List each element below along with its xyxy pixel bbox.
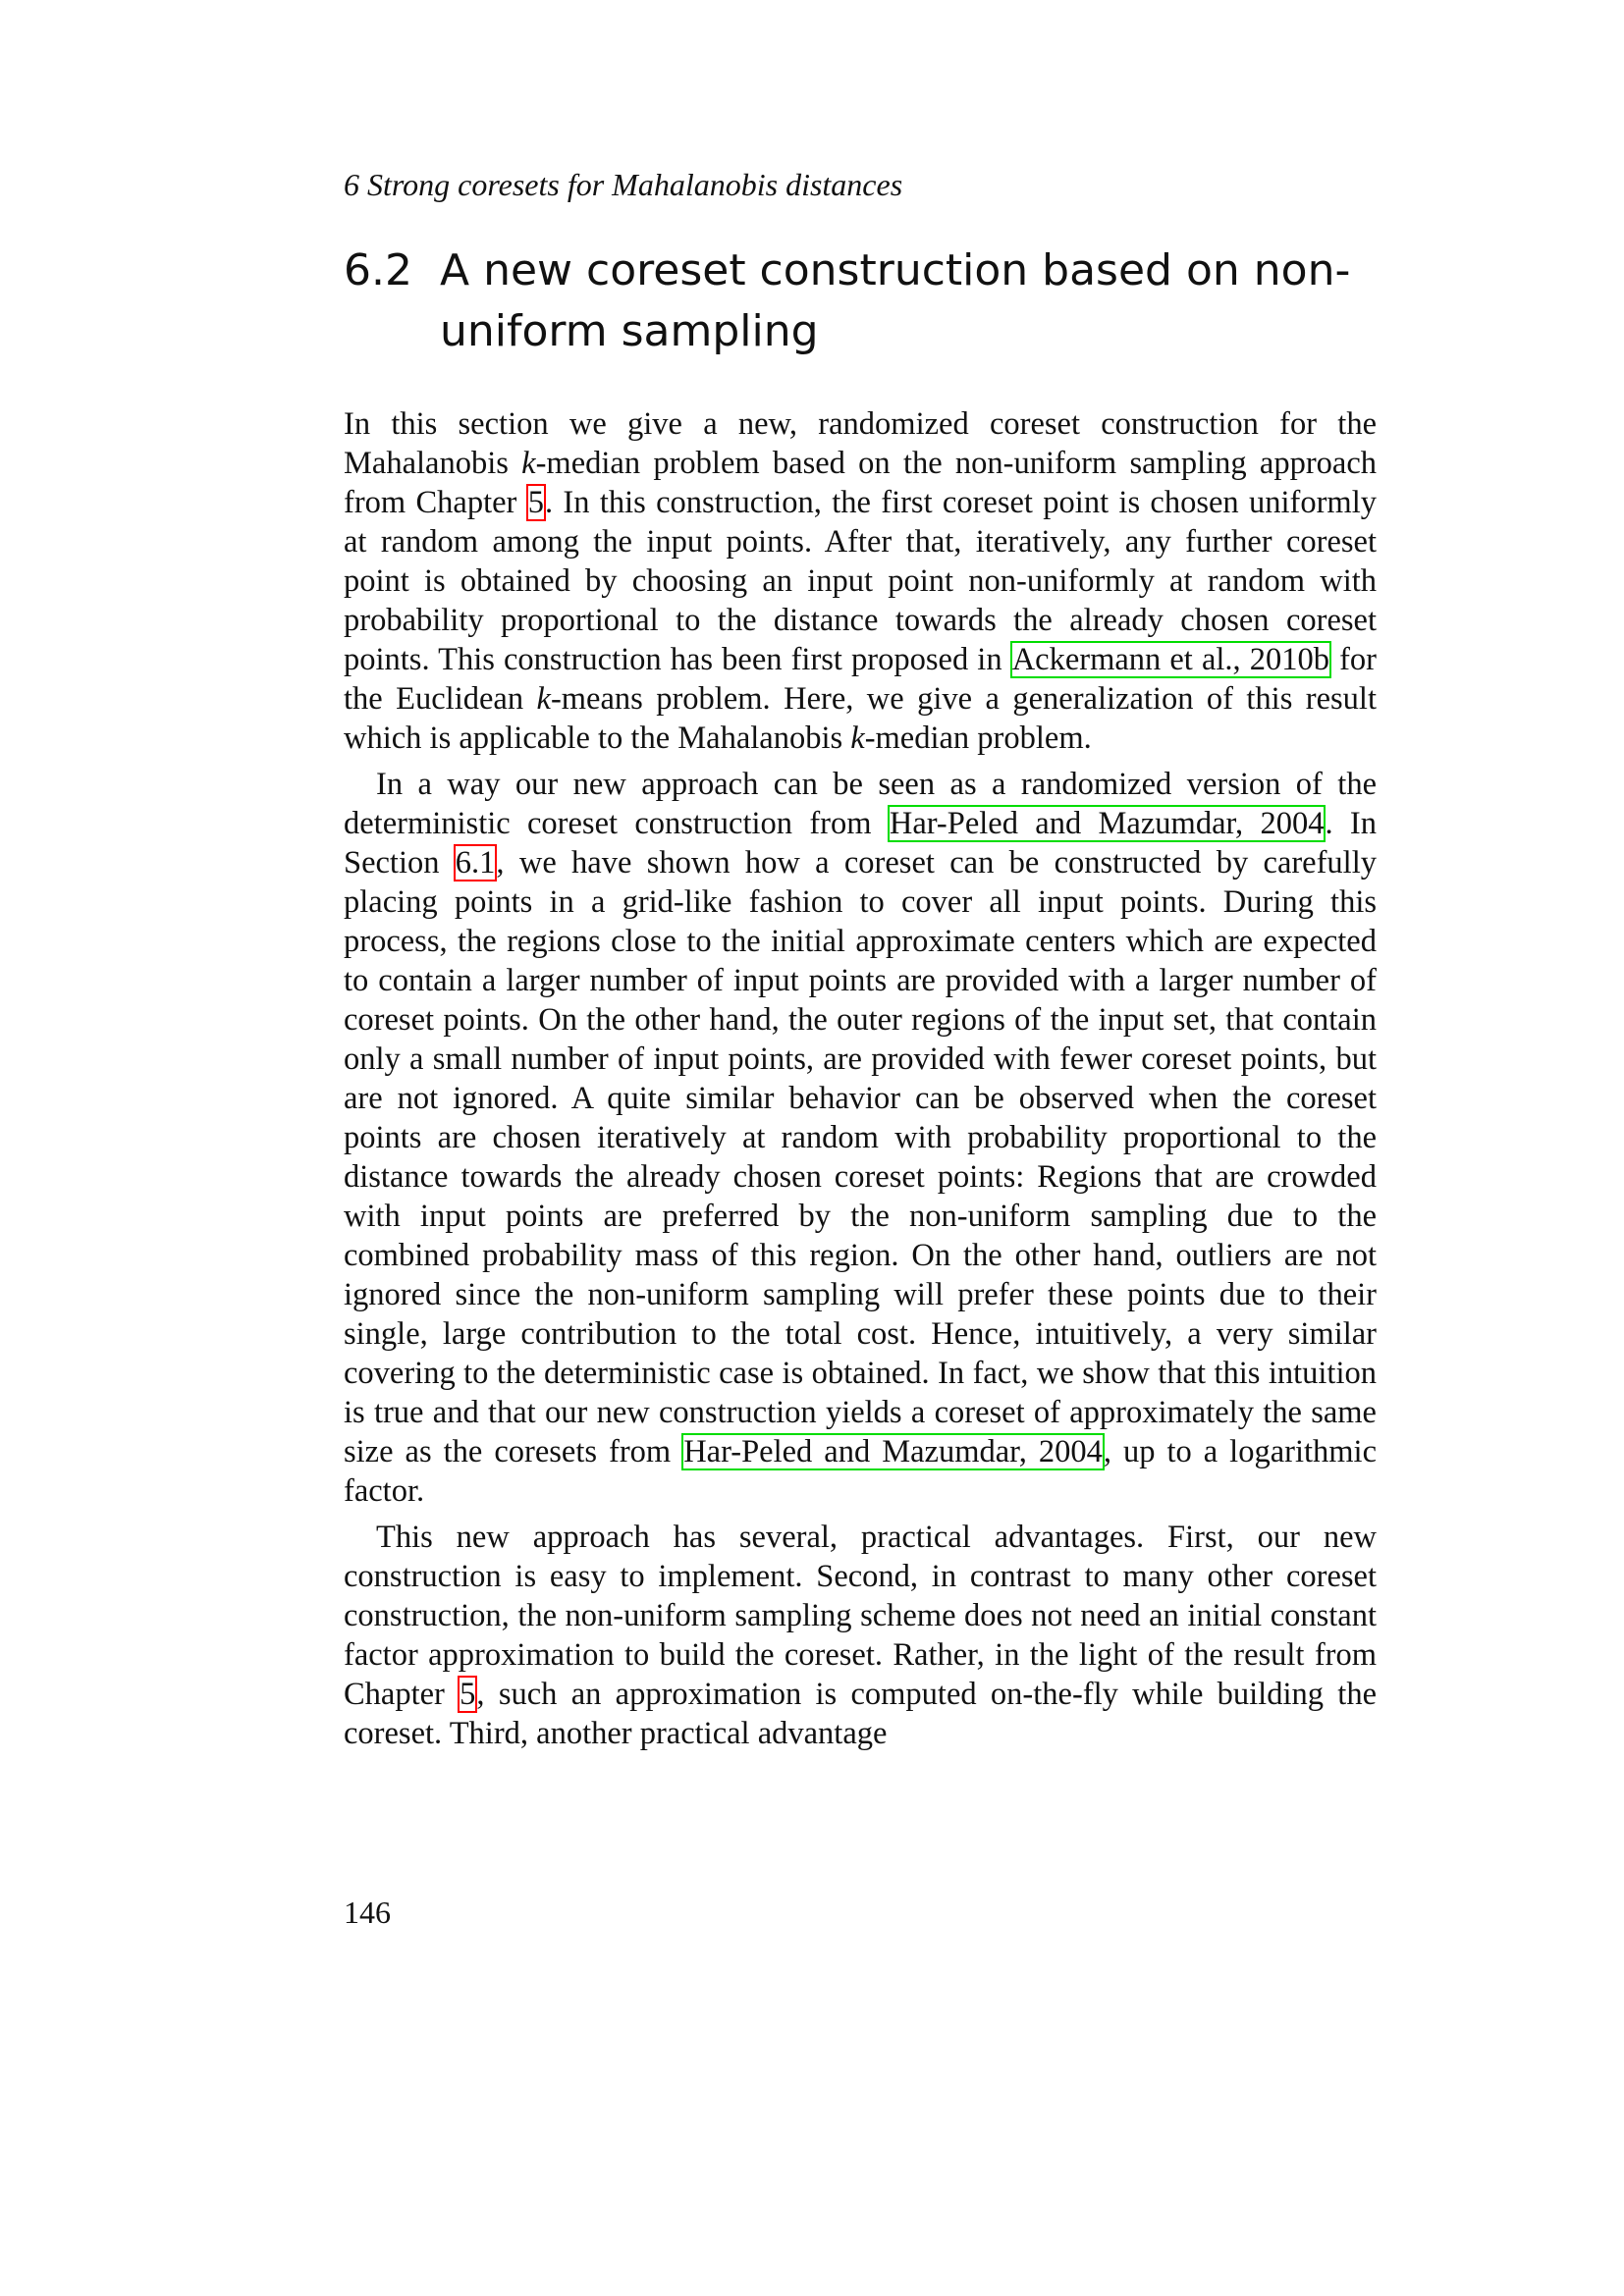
citation-har-peled-2004-link[interactable]: Har-Peled and Mazumdar, 2004 bbox=[889, 806, 1325, 841]
page-number: 146 bbox=[344, 1895, 391, 1930]
citation-ackermann-2010b-link[interactable]: Ackermann et al., 2010b bbox=[1011, 642, 1329, 677]
body-text bbox=[344, 404, 1377, 1760]
section-heading bbox=[344, 240, 1375, 362]
text-run: -means problem. Here, we give a generalization of this result which is applicable to the Mahalanobis bbox=[344, 681, 1377, 756]
text-run: This new approach has several, practical advantages. First, our new construction is easy to implement. Second, in contrast to many other coreset construction, the non-uniform sampling scheme does not need an initial constant factor approximation to build the coreset. Rather, in the light of the result from Chapter bbox=[344, 1520, 1377, 1712]
math-k: k bbox=[521, 446, 536, 481]
text-run: . In Section bbox=[344, 806, 1377, 881]
section-title: A new coreset construction based on non-uniform sampling bbox=[440, 245, 1351, 356]
math-k: k bbox=[536, 681, 551, 717]
text-run: -median problem. bbox=[864, 721, 1092, 756]
text-run: -median problem based on the non-uniform sampling approach from Chapter bbox=[344, 446, 1377, 520]
text-run: , up to a logarithmic factor. bbox=[344, 1434, 1377, 1509]
chapter-5-link[interactable]: 5 bbox=[460, 1677, 476, 1712]
text-run: for the Euclidean bbox=[344, 642, 1377, 717]
text-run: In this section we give a new, randomized coreset construction for the Mahalanobis bbox=[344, 406, 1377, 481]
text-run: , such an approximation is computed on-the-fly while building the coreset. Third, another practical advantage bbox=[344, 1677, 1377, 1751]
chapter-5-link[interactable]: 5 bbox=[527, 485, 544, 520]
text-run: In a way our new approach can be seen as a randomized version of the deterministic coreset construction from bbox=[344, 767, 1377, 841]
text-run: . In this construction, the first coreset point is chosen uniformly at random among the input points. After that, iteratively, any further coreset point is obtained by choosing an input point non-uniformly at random with probability proportional to the distance towards the already chosen coreset points. This construction has been first proposed in bbox=[344, 485, 1377, 677]
paragraph-1 bbox=[344, 404, 1377, 758]
paragraph-3 bbox=[344, 1518, 1377, 1753]
paragraph-2 bbox=[344, 765, 1377, 1511]
math-k: k bbox=[850, 721, 865, 756]
citation-har-peled-2004-link[interactable]: Har-Peled and Mazumdar, 2004 bbox=[683, 1434, 1103, 1469]
section-6-1-link[interactable]: 6.1 bbox=[455, 845, 496, 881]
running-head: 6 Strong coresets for Mahalanobis distances bbox=[344, 167, 903, 202]
section-number: 6.2 bbox=[344, 245, 412, 295]
text-run: , we have shown how a coreset can be constructed by carefully placing points in a grid-like fashion to cover all input points. During this process, the regions close to the initial approximate centers which are expected to contain a larger number of input points are provided with a larger number of coreset points. On the other hand, the outer regions of the input set, that contain only a small number of input points, are provided with fewer coreset points, but are not ignored. A quite similar behavior can be observed when the coreset points are chosen iteratively at random with probability proportional to the distance towards the already chosen coreset points: Regions that are crowded with input points are preferred by the non-uniform sampling due to the combined probability mass of this region. On the other hand, outliers are not ignored since the non-uniform sampling will prefer these points due to their single, large contribution to the total cost. Hence, intuitively, a very similar covering to the deterministic case is obtained. In fact, we show that this intuition is true and that our new construction yields a coreset of approximately the same size as the coresets from bbox=[344, 845, 1377, 1469]
